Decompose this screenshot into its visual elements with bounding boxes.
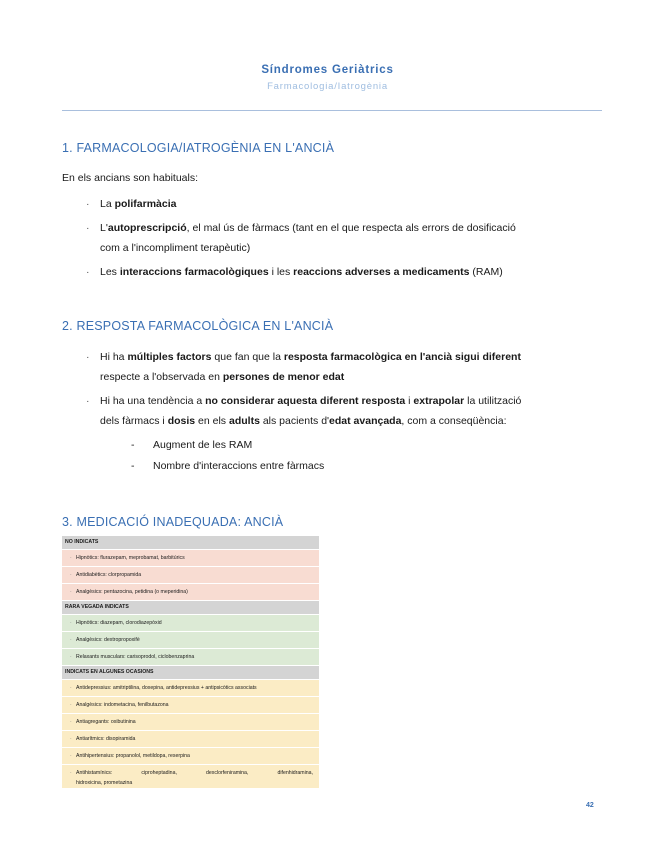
dash-marker: -: [131, 439, 135, 451]
list-item: · La polifarmàcia: [86, 194, 616, 214]
section-3-heading: 3. MEDICACIÓ INADEQUADA: ANCIÀ: [62, 515, 284, 529]
dash-marker: -: [131, 460, 135, 472]
list-item: · Les interaccions farmacològiques i les reaccions adverses a medicaments (RAM): [86, 262, 616, 282]
sub-list-item: - Nombre d'interaccions entre fàrmacs: [131, 456, 431, 476]
table-row: · Antihistamínics: ciproheptadina, dexclorfeniramina, difenhidramina, hidroxicina, prometazina: [62, 765, 319, 789]
bullet-marker: ·: [86, 198, 90, 210]
bullet-marker: ·: [86, 395, 90, 407]
list-item: · Hi ha una tendència a no considerar aquesta diferent resposta i extrapolar la utilització dels fàrmacs i dosis en els adults als pacients d'edat avançada, com a conseqüència:: [86, 391, 616, 431]
bullet-marker: ·: [86, 351, 90, 363]
table-group-header: RARA VEGADA INDICATS: [62, 601, 319, 615]
document-title: Síndromes Geriàtrics: [261, 64, 394, 76]
sub-list-item: - Augment de les RAM: [131, 435, 431, 455]
section-1-intro: En els ancians son habituals:: [62, 172, 199, 184]
list-item: · Hi ha múltiples factors que fan que la resposta farmacològica en l'ancià sigui diferent respecte a l'observada en persones de menor edat: [86, 347, 616, 387]
table-row: · Antidepressius: amitriptilina, doxepina, antidepressius + antipsicòtics associats: [62, 680, 319, 697]
header-divider: [62, 110, 602, 111]
table-group-header: NO INDICATS: [62, 536, 319, 550]
table-row: · Antiarítmics: disopiramida: [62, 731, 319, 748]
list-item: · L'autoprescripció, el mal ús de fàrmacs (tant en el que respecta als errors de dosificació com a l'incompliment terapèutic): [86, 218, 616, 258]
table-row: · Hipnòtics: flurazepam, meprobamat, barbitúrics: [62, 550, 319, 567]
document-subtitle: Farmacologia/Iatrogènia: [267, 81, 388, 92]
inadequate-medication-table: [62, 536, 319, 789]
table-group-header: INDICATS EN ALGUNES OCASIONS: [62, 666, 319, 680]
table-row: · Analgèsics: indometacina, fenilbutazona: [62, 697, 319, 714]
bullet-marker: ·: [86, 266, 90, 278]
section-1-heading: 1. FARMACOLOGIA/IATROGÈNIA EN L'ANCIÀ: [62, 141, 335, 155]
section-2-heading: 2. RESPOSTA FARMACOLÒGICA EN L'ANCIÀ: [62, 319, 334, 333]
bullet-marker: ·: [86, 222, 90, 234]
table-row: · Relaxants musculars: carisoprodol, ciclobenzaprina: [62, 649, 319, 666]
page-number: 42: [586, 802, 594, 809]
table-row: · Antiagregants: oxibutinina: [62, 714, 319, 731]
table-row: · Hipnòtics: diazepam, clorodiazepòxid: [62, 615, 319, 632]
table-row: · Antidiabètics: clorpropamida: [62, 567, 319, 584]
table-row: · Antihipertensius: propanolol, metildopa, reserpina: [62, 748, 319, 765]
table-row: · Analgèsics: dextropropoxifè: [62, 632, 319, 649]
table-row: · Analgèsics: pentazocina, petidina (o meperidina): [62, 584, 319, 601]
